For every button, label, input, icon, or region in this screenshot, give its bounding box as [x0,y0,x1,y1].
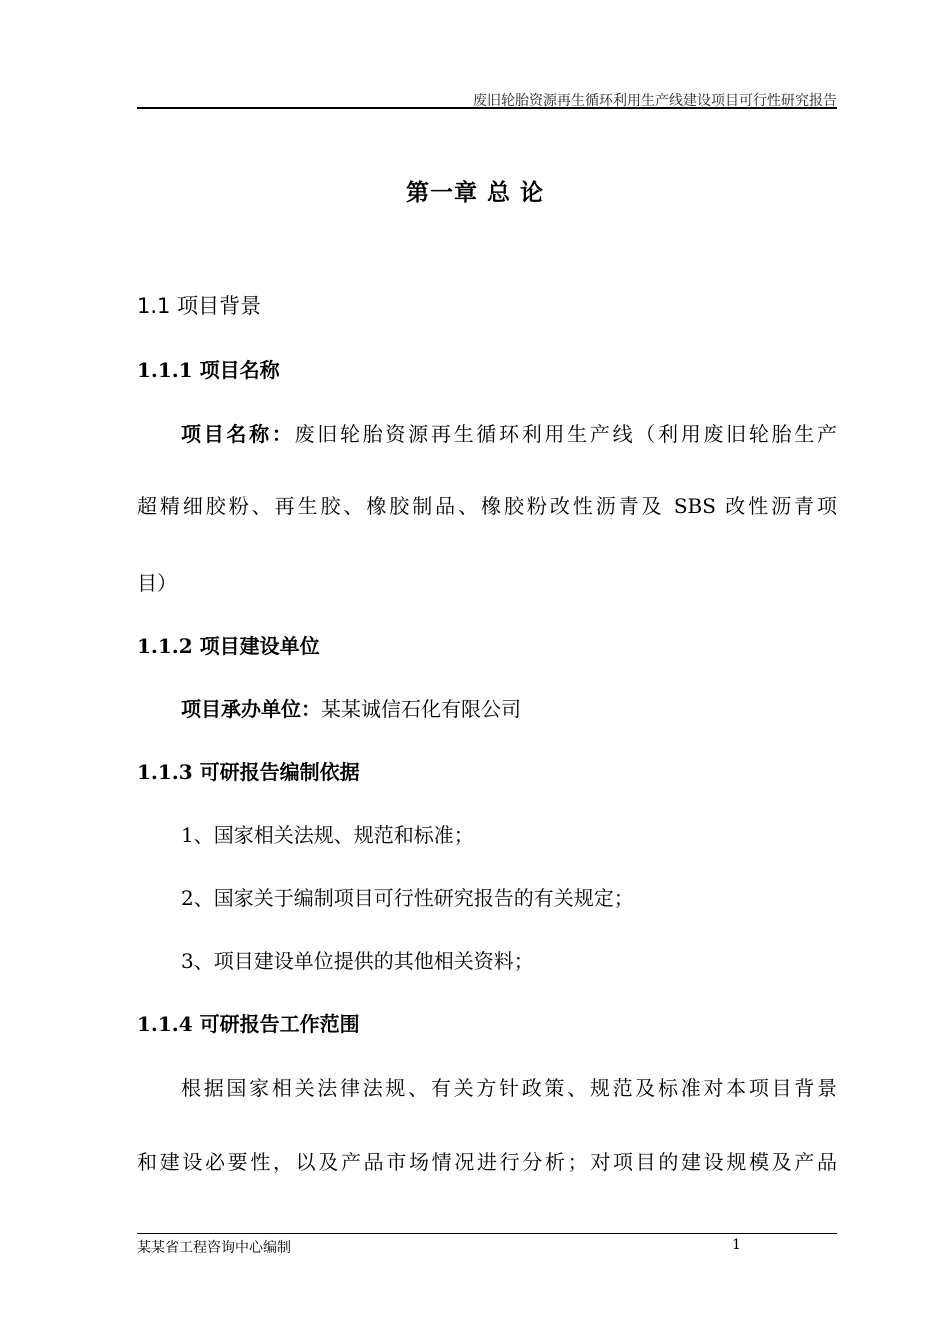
project-name-text-1: 废旧轮胎资源再生循环利用生产线（利用废旧轮胎生产 [294,422,838,446]
section-heading-1-1-4: 1.1.4 可研报告工作范围 [137,1012,360,1036]
basis-item-2: 2、国家关于编制项目可行性研究报告的有关规定； [181,886,634,910]
builder-value: 某某诚信石化有限公司 [321,697,521,721]
scope-line-1: 根据国家相关法律法规、有关方针政策、规范及标准对本项目背景 [181,1076,837,1100]
footer-compiler: 某某省工程咨询中心编制 [137,1240,291,1256]
basis-item-3: 3、项目建设单位提供的其他相关资料； [181,949,534,973]
builder-label: 项目承办单位： [181,697,321,721]
basis-item-1: 1、国家相关法规、规范和标准； [181,823,474,847]
header-divider [137,107,837,109]
project-name-line-2: 超精细胶粉、再生胶、橡胶制品、橡胶粉改性沥青及 SBS 改性沥青项 [137,494,837,518]
footer-divider [137,1233,837,1234]
page-header: 废旧轮胎资源再生循环利用生产线建设项目可行性研究报告 [473,93,837,109]
page-number: 1 [732,1237,741,1253]
section-heading-1-1-1: 1.1.1 项目名称 [137,358,280,382]
chapter-title: 第一章 总 论 [405,179,544,206]
section-heading-1-1-2: 1.1.2 项目建设单位 [137,634,320,658]
section-heading-1-1: 1.1 项目背景 [137,294,262,318]
project-name-label: 项目名称： [181,422,295,446]
builder-line [181,693,837,722]
scope-line-2: 和建设必要性，以及产品市场情况进行分析；对项目的建设规模及产品 [137,1150,837,1174]
project-name-line-1 [181,418,837,447]
section-heading-1-1-3: 1.1.3 可研报告编制依据 [137,760,360,784]
project-name-line-3: 目） [137,571,177,595]
